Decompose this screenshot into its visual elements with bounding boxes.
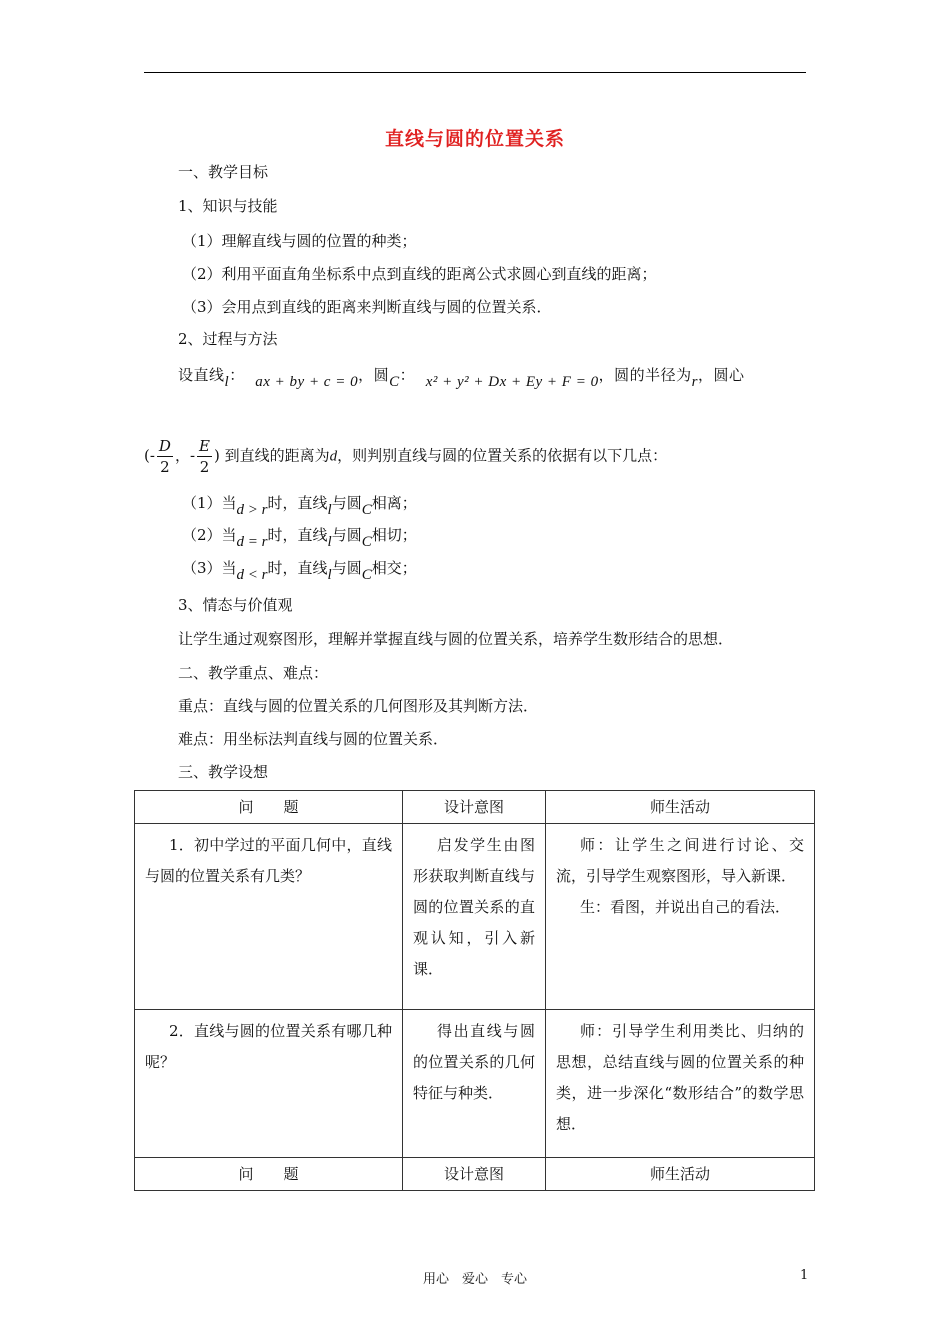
- question-cell: 1．初中学过的平面几何中，直线与圆的位置关系有几类？: [135, 824, 403, 1010]
- text-fragment: 时，直线: [267, 559, 328, 577]
- line-equation: ax + by + c = 0: [255, 374, 359, 390]
- table-footer-header-row: [135, 1158, 815, 1191]
- activity-cell: [546, 824, 815, 1010]
- key-point-text: 重点：直线与圆的位置关系的几何图形及其判断方法．: [178, 697, 539, 715]
- math-condition: d < r: [236, 567, 268, 583]
- activity-student: 生：看图，并说出自己的看法．: [580, 898, 791, 916]
- text-fragment: 相交；: [371, 559, 417, 577]
- text-fragment: 时，直线: [267, 494, 328, 512]
- table-header-cell: 问 题: [135, 1158, 403, 1191]
- subsection-process: 2、过程与方法: [178, 330, 278, 348]
- math-symbol-l: l: [327, 567, 332, 583]
- math-symbol-r: r: [691, 374, 698, 390]
- text-fragment: 相切；: [371, 526, 417, 544]
- text-fragment: (-: [144, 446, 155, 465]
- table-header-cell: 问 题: [135, 791, 403, 824]
- text-fragment: 与圆: [331, 494, 362, 512]
- text-fragment: ：: [229, 366, 245, 384]
- table-header-cell: 师生活动: [546, 791, 815, 824]
- table-header-cell: 师生活动: [546, 1158, 815, 1191]
- fraction-D-over-2: [157, 436, 173, 477]
- text-fragment: 相离；: [371, 494, 417, 512]
- case-item-2: [182, 524, 417, 550]
- text-fragment: ): [213, 446, 220, 465]
- text-fragment: （1）当: [182, 494, 237, 512]
- activity-cell: [546, 1010, 815, 1158]
- math-symbol-l: l: [327, 534, 332, 550]
- math-symbol-d: d: [329, 448, 338, 465]
- values-text: 让学生通过观察图形，理解并掌握直线与圆的位置关系，培养学生数形结合的思想．: [178, 630, 734, 648]
- page-number: 1: [800, 1268, 809, 1283]
- center-distance-line: [144, 436, 667, 477]
- text-fragment: ，圆的半径为: [598, 366, 692, 384]
- objective-item-1: （1）理解直线与圆的位置的种类；: [182, 232, 417, 250]
- fraction-denominator: 2: [160, 458, 170, 476]
- text-fragment: （3）当: [182, 559, 237, 577]
- text-fragment: ，圆心: [697, 366, 745, 384]
- objective-item-3: （3）会用点到直线的距离来判断直线与圆的位置关系．: [182, 298, 552, 316]
- difficulty-text: 难点：用坐标法判直线与圆的位置关系．: [178, 730, 449, 748]
- math-symbol-l: l: [224, 374, 230, 390]
- math-condition: d = r: [236, 534, 268, 550]
- table-header-row: [135, 791, 815, 824]
- text-fragment: ，则判别直线与圆的位置关系的依据有以下几点：: [337, 446, 668, 465]
- subsection-knowledge: 1、知识与技能: [178, 197, 278, 215]
- section-heading-key-points: 二、教学重点、难点：: [178, 664, 329, 682]
- intent-cell: 得出直线与圆的位置关系的几何特征与种类．: [402, 1010, 545, 1158]
- line-circle-setup: [178, 364, 745, 390]
- math-symbol-C: C: [389, 374, 400, 390]
- text-fragment: 与圆: [331, 559, 362, 577]
- teaching-design-table: [134, 790, 815, 1191]
- question-cell: 2．直线与圆的位置关系有哪几种呢？: [135, 1010, 403, 1158]
- table-row: [135, 824, 815, 1010]
- text-fragment: ，-: [174, 446, 196, 465]
- subsection-values: 3、情态与价值观: [178, 596, 293, 614]
- circle-equation: x² + y² + Dx + Ey + F = 0: [425, 374, 599, 390]
- text-fragment: ：: [399, 366, 416, 384]
- text-fragment: 与圆: [331, 526, 362, 544]
- table-header-cell: 设计意图: [402, 1158, 545, 1191]
- math-symbol-C: C: [361, 567, 372, 583]
- fraction-numerator: E: [199, 437, 210, 455]
- activity-teacher: 师：引导学生利用类比、归纳的思想，总结直线与圆的位置关系的种类，进一步深化“数形结合”的数学思想．: [556, 1022, 804, 1133]
- intent-cell: 启发学生由图形获取判断直线与圆的位置关系的直观认知，引入新课．: [402, 824, 545, 1010]
- fraction-numerator: D: [158, 437, 171, 455]
- math-condition: d > r: [236, 502, 268, 518]
- text-fragment: ，圆: [358, 366, 390, 384]
- math-symbol-l: l: [327, 502, 332, 518]
- objective-item-2: （2）利用平面直角坐标系中点到直线的距离公式求圆心到直线的距离；: [182, 265, 657, 283]
- activity-teacher: 师：让学生之间进行讨论、交流，引导学生观察图形，导入新课．: [556, 836, 804, 885]
- fraction-E-over-2: [197, 436, 212, 477]
- table-row: [135, 1010, 815, 1158]
- page-footer: 用心 爱心 专心: [422, 1272, 527, 1287]
- text-fragment: （2）当: [182, 526, 237, 544]
- fraction-denominator: 2: [199, 458, 210, 476]
- math-symbol-C: C: [361, 502, 372, 518]
- text-fragment: 到直线的距离为: [224, 446, 330, 465]
- table-header-cell: 设计意图: [402, 791, 545, 824]
- text-fragment: 时，直线: [267, 526, 328, 544]
- case-item-1: [182, 492, 417, 518]
- math-symbol-C: C: [361, 534, 372, 550]
- page-title: 直线与圆的位置关系: [384, 128, 565, 150]
- text-fragment: 设直线: [178, 366, 225, 384]
- header-rule: [144, 72, 806, 73]
- case-item-3: [182, 557, 417, 583]
- section-heading-design: 三、教学设想: [178, 763, 269, 781]
- section-heading-objectives: 一、教学目标: [178, 163, 269, 181]
